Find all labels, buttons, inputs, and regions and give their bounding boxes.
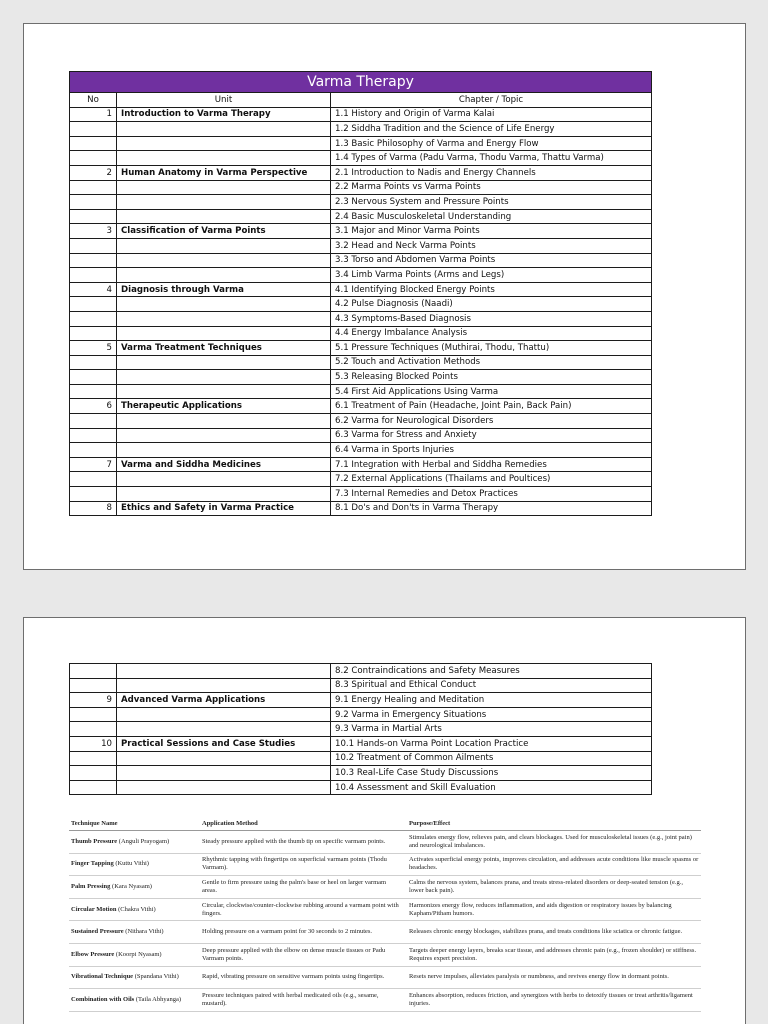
technique-alt-name: (Spandana Vithi) <box>133 973 179 981</box>
technique-name: Vibrational Technique <box>71 973 134 981</box>
column-header-unit: Unit <box>117 93 331 108</box>
unit-cell <box>117 487 331 502</box>
technique-name: Finger Tapping <box>71 860 114 868</box>
row-number <box>70 428 117 443</box>
unit-cell <box>117 209 331 224</box>
row-number <box>70 151 117 166</box>
unit-cell <box>117 297 331 312</box>
column-header-no: No <box>70 93 117 108</box>
unit-cell <box>117 180 331 195</box>
technique-name: Palm Pressing <box>71 882 111 890</box>
topic-cell: 3.1 Major and Minor Varma Points <box>331 224 652 239</box>
topic-cell: 8.2 Contraindications and Safety Measures <box>331 664 652 679</box>
technique-row <box>69 921 701 944</box>
technique-name: Sustained Pressure <box>71 928 124 936</box>
topic-cell: 1.2 Siddha Tradition and the Science of Life Energy <box>331 122 652 137</box>
table-row <box>70 414 652 429</box>
unit-cell: Practical Sessions and Case Studies <box>117 736 331 751</box>
technique-row <box>69 876 701 899</box>
technique-alt-name: (Chakra Vithi) <box>116 905 156 913</box>
unit-cell <box>117 664 331 679</box>
technique-header-name: Technique Name <box>69 818 200 831</box>
varma-syllabus-table <box>69 71 652 516</box>
table-row <box>70 384 652 399</box>
technique-name: Combination with Oils <box>71 995 135 1003</box>
row-number <box>70 664 117 679</box>
table-row <box>70 107 652 122</box>
topic-cell: 1.3 Basic Philosophy of Varma and Energy Flow <box>331 136 652 151</box>
table-row <box>70 355 652 370</box>
unit-cell: Introduction to Varma Therapy <box>117 107 331 122</box>
topic-cell: 2.3 Nervous System and Pressure Points <box>331 195 652 210</box>
topic-cell: 3.2 Head and Neck Varma Points <box>331 238 652 253</box>
row-number <box>70 136 117 151</box>
technique-name-cell <box>69 943 200 966</box>
row-number <box>70 209 117 224</box>
row-number: 2 <box>70 165 117 180</box>
technique-name-cell <box>69 831 200 854</box>
row-number <box>70 487 117 502</box>
topic-cell: 10.4 Assessment and Skill Evaluation <box>331 780 652 795</box>
topic-cell: 5.4 First Aid Applications Using Varma <box>331 384 652 399</box>
technique-effect: Enhances absorption, reduces friction, and synergizes with herbs to detoxify tissues or treat arthritis/ligament injuries. <box>407 989 701 1012</box>
table-row <box>70 122 652 137</box>
table-row <box>70 766 652 781</box>
row-number <box>70 238 117 253</box>
unit-cell <box>117 780 331 795</box>
table-row <box>70 151 652 166</box>
topic-cell: 2.2 Marma Points vs Varma Points <box>331 180 652 195</box>
table-row <box>70 472 652 487</box>
table-row <box>70 707 652 722</box>
table-row <box>70 282 652 297</box>
technique-effect: Harmonizes energy flow, reduces inflammation, and aids digestion or respiratory issues by balancing Kapham/Pitham humors. <box>407 898 701 921</box>
row-number <box>70 195 117 210</box>
unit-cell <box>117 678 331 693</box>
document-page-2 <box>23 617 746 1024</box>
topic-cell: 1.4 Types of Varma (Padu Varma, Thodu Varma, Thattu Varma) <box>331 151 652 166</box>
unit-cell: Classification of Varma Points <box>117 224 331 239</box>
unit-cell <box>117 384 331 399</box>
topic-cell: 8.1 Do's and Don'ts in Varma Therapy <box>331 501 652 516</box>
unit-cell <box>117 472 331 487</box>
row-number <box>70 311 117 326</box>
row-number <box>70 414 117 429</box>
technique-row <box>69 943 701 966</box>
unit-cell: Varma and Siddha Medicines <box>117 457 331 472</box>
row-number: 10 <box>70 736 117 751</box>
technique-alt-name: (Kuttu Vithi) <box>113 860 149 868</box>
technique-row <box>69 989 701 1012</box>
table-row <box>70 224 652 239</box>
topic-cell: 3.4 Limb Varma Points (Arms and Legs) <box>331 268 652 283</box>
row-number <box>70 472 117 487</box>
table-row <box>70 311 652 326</box>
technique-name-cell <box>69 966 200 989</box>
table-row <box>70 399 652 414</box>
unit-cell <box>117 355 331 370</box>
technique-method: Gentle to firm pressure using the palm's base or heel on larger varmam areas. <box>200 876 407 899</box>
technique-method: Circular, clockwise/counter-clockwise rubbing around a varmam point with fingers. <box>200 898 407 921</box>
technique-effect: Stimulates energy flow, relieves pain, and clears blockages. Used for musculoskeletal issues (e.g., joint pain) and neurological imbalances. <box>407 831 701 854</box>
technique-row <box>69 966 701 989</box>
table-row <box>70 253 652 268</box>
table-row <box>70 165 652 180</box>
topic-cell: 9.3 Varma in Martial Arts <box>331 722 652 737</box>
row-number: 3 <box>70 224 117 239</box>
technique-name: Elbow Pressure <box>71 950 115 958</box>
unit-cell <box>117 370 331 385</box>
topic-cell: 2.1 Introduction to Nadis and Energy Channels <box>331 165 652 180</box>
technique-row <box>69 831 701 854</box>
table-row <box>70 136 652 151</box>
row-number <box>70 122 117 137</box>
technique-name: Thumb Pressure <box>71 837 118 845</box>
technique-header-effect: Purpose/Effect <box>407 818 701 831</box>
technique-row <box>69 853 701 876</box>
technique-method: Holding pressure on a varmam point for 30 seconds to 2 minutes. <box>200 921 407 944</box>
table-row <box>70 268 652 283</box>
unit-cell <box>117 195 331 210</box>
table-row <box>70 428 652 443</box>
unit-cell <box>117 414 331 429</box>
document-page-1 <box>23 23 746 570</box>
row-number <box>70 766 117 781</box>
technique-name-cell <box>69 876 200 899</box>
table-title: Varma Therapy <box>70 72 652 93</box>
topic-cell: 4.2 Pulse Diagnosis (Naadi) <box>331 297 652 312</box>
topic-cell: 1.1 History and Origin of Varma Kalai <box>331 107 652 122</box>
table-row <box>70 487 652 502</box>
technique-alt-name: (Taila Abhyanga) <box>134 995 182 1003</box>
topic-cell: 9.2 Varma in Emergency Situations <box>331 707 652 722</box>
topic-cell: 7.1 Integration with Herbal and Siddha Remedies <box>331 457 652 472</box>
table-row <box>70 180 652 195</box>
row-number: 7 <box>70 457 117 472</box>
unit-cell: Ethics and Safety in Varma Practice <box>117 501 331 516</box>
row-number: 5 <box>70 341 117 356</box>
table-row <box>70 238 652 253</box>
unit-cell: Therapeutic Applications <box>117 399 331 414</box>
topic-cell: 2.4 Basic Musculoskeletal Understanding <box>331 209 652 224</box>
table-row <box>70 501 652 516</box>
unit-cell <box>117 722 331 737</box>
row-number <box>70 297 117 312</box>
unit-cell <box>117 443 331 458</box>
topic-cell: 7.3 Internal Remedies and Detox Practices <box>331 487 652 502</box>
topic-cell: 5.2 Touch and Activation Methods <box>331 355 652 370</box>
table-row <box>70 209 652 224</box>
row-number <box>70 370 117 385</box>
technique-effect: Releases chronic energy blockages, stabilizes prana, and treats conditions like sciatica or chronic fatigue. <box>407 921 701 944</box>
technique-effect: Targets deeper energy layers, breaks scar tissue, and addresses chronic pain (e.g., frozen shoulder) or stiffness. Requires expert precision. <box>407 943 701 966</box>
unit-cell: Diagnosis through Varma <box>117 282 331 297</box>
topic-cell: 9.1 Energy Healing and Meditation <box>331 693 652 708</box>
topic-cell: 10.2 Treatment of Common Ailments <box>331 751 652 766</box>
topic-cell: 6.4 Varma in Sports Injuries <box>331 443 652 458</box>
row-number <box>70 722 117 737</box>
technique-alt-name: (Nithara Vithi) <box>123 928 164 936</box>
table-row <box>70 297 652 312</box>
table-row <box>70 195 652 210</box>
row-number: 1 <box>70 107 117 122</box>
topic-cell: 3.3 Torso and Abdomen Varma Points <box>331 253 652 268</box>
technique-method: Rapid, vibrating pressure on sensitive varmam points using fingertips. <box>200 966 407 989</box>
topic-cell: 6.1 Treatment of Pain (Headache, Joint Pain, Back Pain) <box>331 399 652 414</box>
topic-cell: 4.1 Identifying Blocked Energy Points <box>331 282 652 297</box>
unit-cell: Varma Treatment Techniques <box>117 341 331 356</box>
row-number: 8 <box>70 501 117 516</box>
varma-syllabus-table-continued <box>69 663 652 795</box>
technique-effect: Resets nerve impulses, alleviates paralysis or numbness, and revives energy flow in dormant points. <box>407 966 701 989</box>
topic-cell: 10.3 Real-Life Case Study Discussions <box>331 766 652 781</box>
unit-cell <box>117 766 331 781</box>
technique-method: Pressure techniques paired with herbal medicated oils (e.g., sesame, mustard). <box>200 989 407 1012</box>
table-row <box>70 370 652 385</box>
table-row <box>70 736 652 751</box>
topic-cell: 5.1 Pressure Techniques (Muthirai, Thodu, Thattu) <box>331 341 652 356</box>
topic-cell: 6.2 Varma for Neurological Disorders <box>331 414 652 429</box>
row-number <box>70 678 117 693</box>
technique-header-method: Application Method <box>200 818 407 831</box>
row-number: 9 <box>70 693 117 708</box>
technique-method: Steady pressure applied with the thumb tip on specific varmam points. <box>200 831 407 854</box>
table-row <box>70 664 652 679</box>
technique-effect: Activates superficial energy points, improves circulation, and addresses acute conditions like muscle spasms or headaches. <box>407 853 701 876</box>
table-row <box>70 722 652 737</box>
technique-name-cell <box>69 898 200 921</box>
unit-cell <box>117 707 331 722</box>
technique-name-cell <box>69 921 200 944</box>
unit-cell <box>117 136 331 151</box>
technique-alt-name: (Anguli Prayogam) <box>117 837 170 845</box>
row-number <box>70 751 117 766</box>
table-row <box>70 457 652 472</box>
row-number: 6 <box>70 399 117 414</box>
topic-cell: 4.4 Energy Imbalance Analysis <box>331 326 652 341</box>
technique-alt-name: (Koorpi Nyasam) <box>114 950 162 958</box>
technique-name-cell <box>69 989 200 1012</box>
unit-cell: Human Anatomy in Varma Perspective <box>117 165 331 180</box>
row-number <box>70 707 117 722</box>
row-number: 4 <box>70 282 117 297</box>
row-number <box>70 443 117 458</box>
row-number <box>70 268 117 283</box>
topic-cell: 5.3 Releasing Blocked Points <box>331 370 652 385</box>
unit-cell <box>117 751 331 766</box>
column-header-topic: Chapter / Topic <box>331 93 652 108</box>
topic-cell: 7.2 External Applications (Thailams and Poultices) <box>331 472 652 487</box>
unit-cell <box>117 253 331 268</box>
row-number <box>70 355 117 370</box>
technique-method: Deep pressure applied with the elbow on dense muscle tissues or Padu Varmam points. <box>200 943 407 966</box>
topic-cell: 4.3 Symptoms-Based Diagnosis <box>331 311 652 326</box>
topic-cell: 10.1 Hands-on Varma Point Location Practice <box>331 736 652 751</box>
topic-cell: 6.3 Varma for Stress and Anxiety <box>331 428 652 443</box>
table-row <box>70 693 652 708</box>
technique-table <box>69 818 701 1012</box>
row-number <box>70 326 117 341</box>
unit-cell <box>117 151 331 166</box>
unit-cell <box>117 311 331 326</box>
row-number <box>70 253 117 268</box>
unit-cell <box>117 268 331 283</box>
technique-name: Circular Motion <box>71 905 117 913</box>
table-row <box>70 751 652 766</box>
row-number <box>70 780 117 795</box>
table-row <box>70 678 652 693</box>
unit-cell <box>117 428 331 443</box>
table-row <box>70 341 652 356</box>
technique-effect: Calms the nervous system, balances prana, and treats stress-related disorders or deep-seated tension (e.g., lower back pain). <box>407 876 701 899</box>
table-row <box>70 326 652 341</box>
technique-row <box>69 898 701 921</box>
table-row <box>70 780 652 795</box>
technique-method: Rhythmic tapping with fingertips on superficial varmam points (Thodu Varmam). <box>200 853 407 876</box>
unit-cell <box>117 326 331 341</box>
topic-cell: 8.3 Spiritual and Ethical Conduct <box>331 678 652 693</box>
row-number <box>70 180 117 195</box>
unit-cell <box>117 122 331 137</box>
technique-name-cell <box>69 853 200 876</box>
unit-cell <box>117 238 331 253</box>
unit-cell: Advanced Varma Applications <box>117 693 331 708</box>
table-row <box>70 443 652 458</box>
row-number <box>70 384 117 399</box>
technique-alt-name: (Kara Nyasam) <box>110 882 152 890</box>
